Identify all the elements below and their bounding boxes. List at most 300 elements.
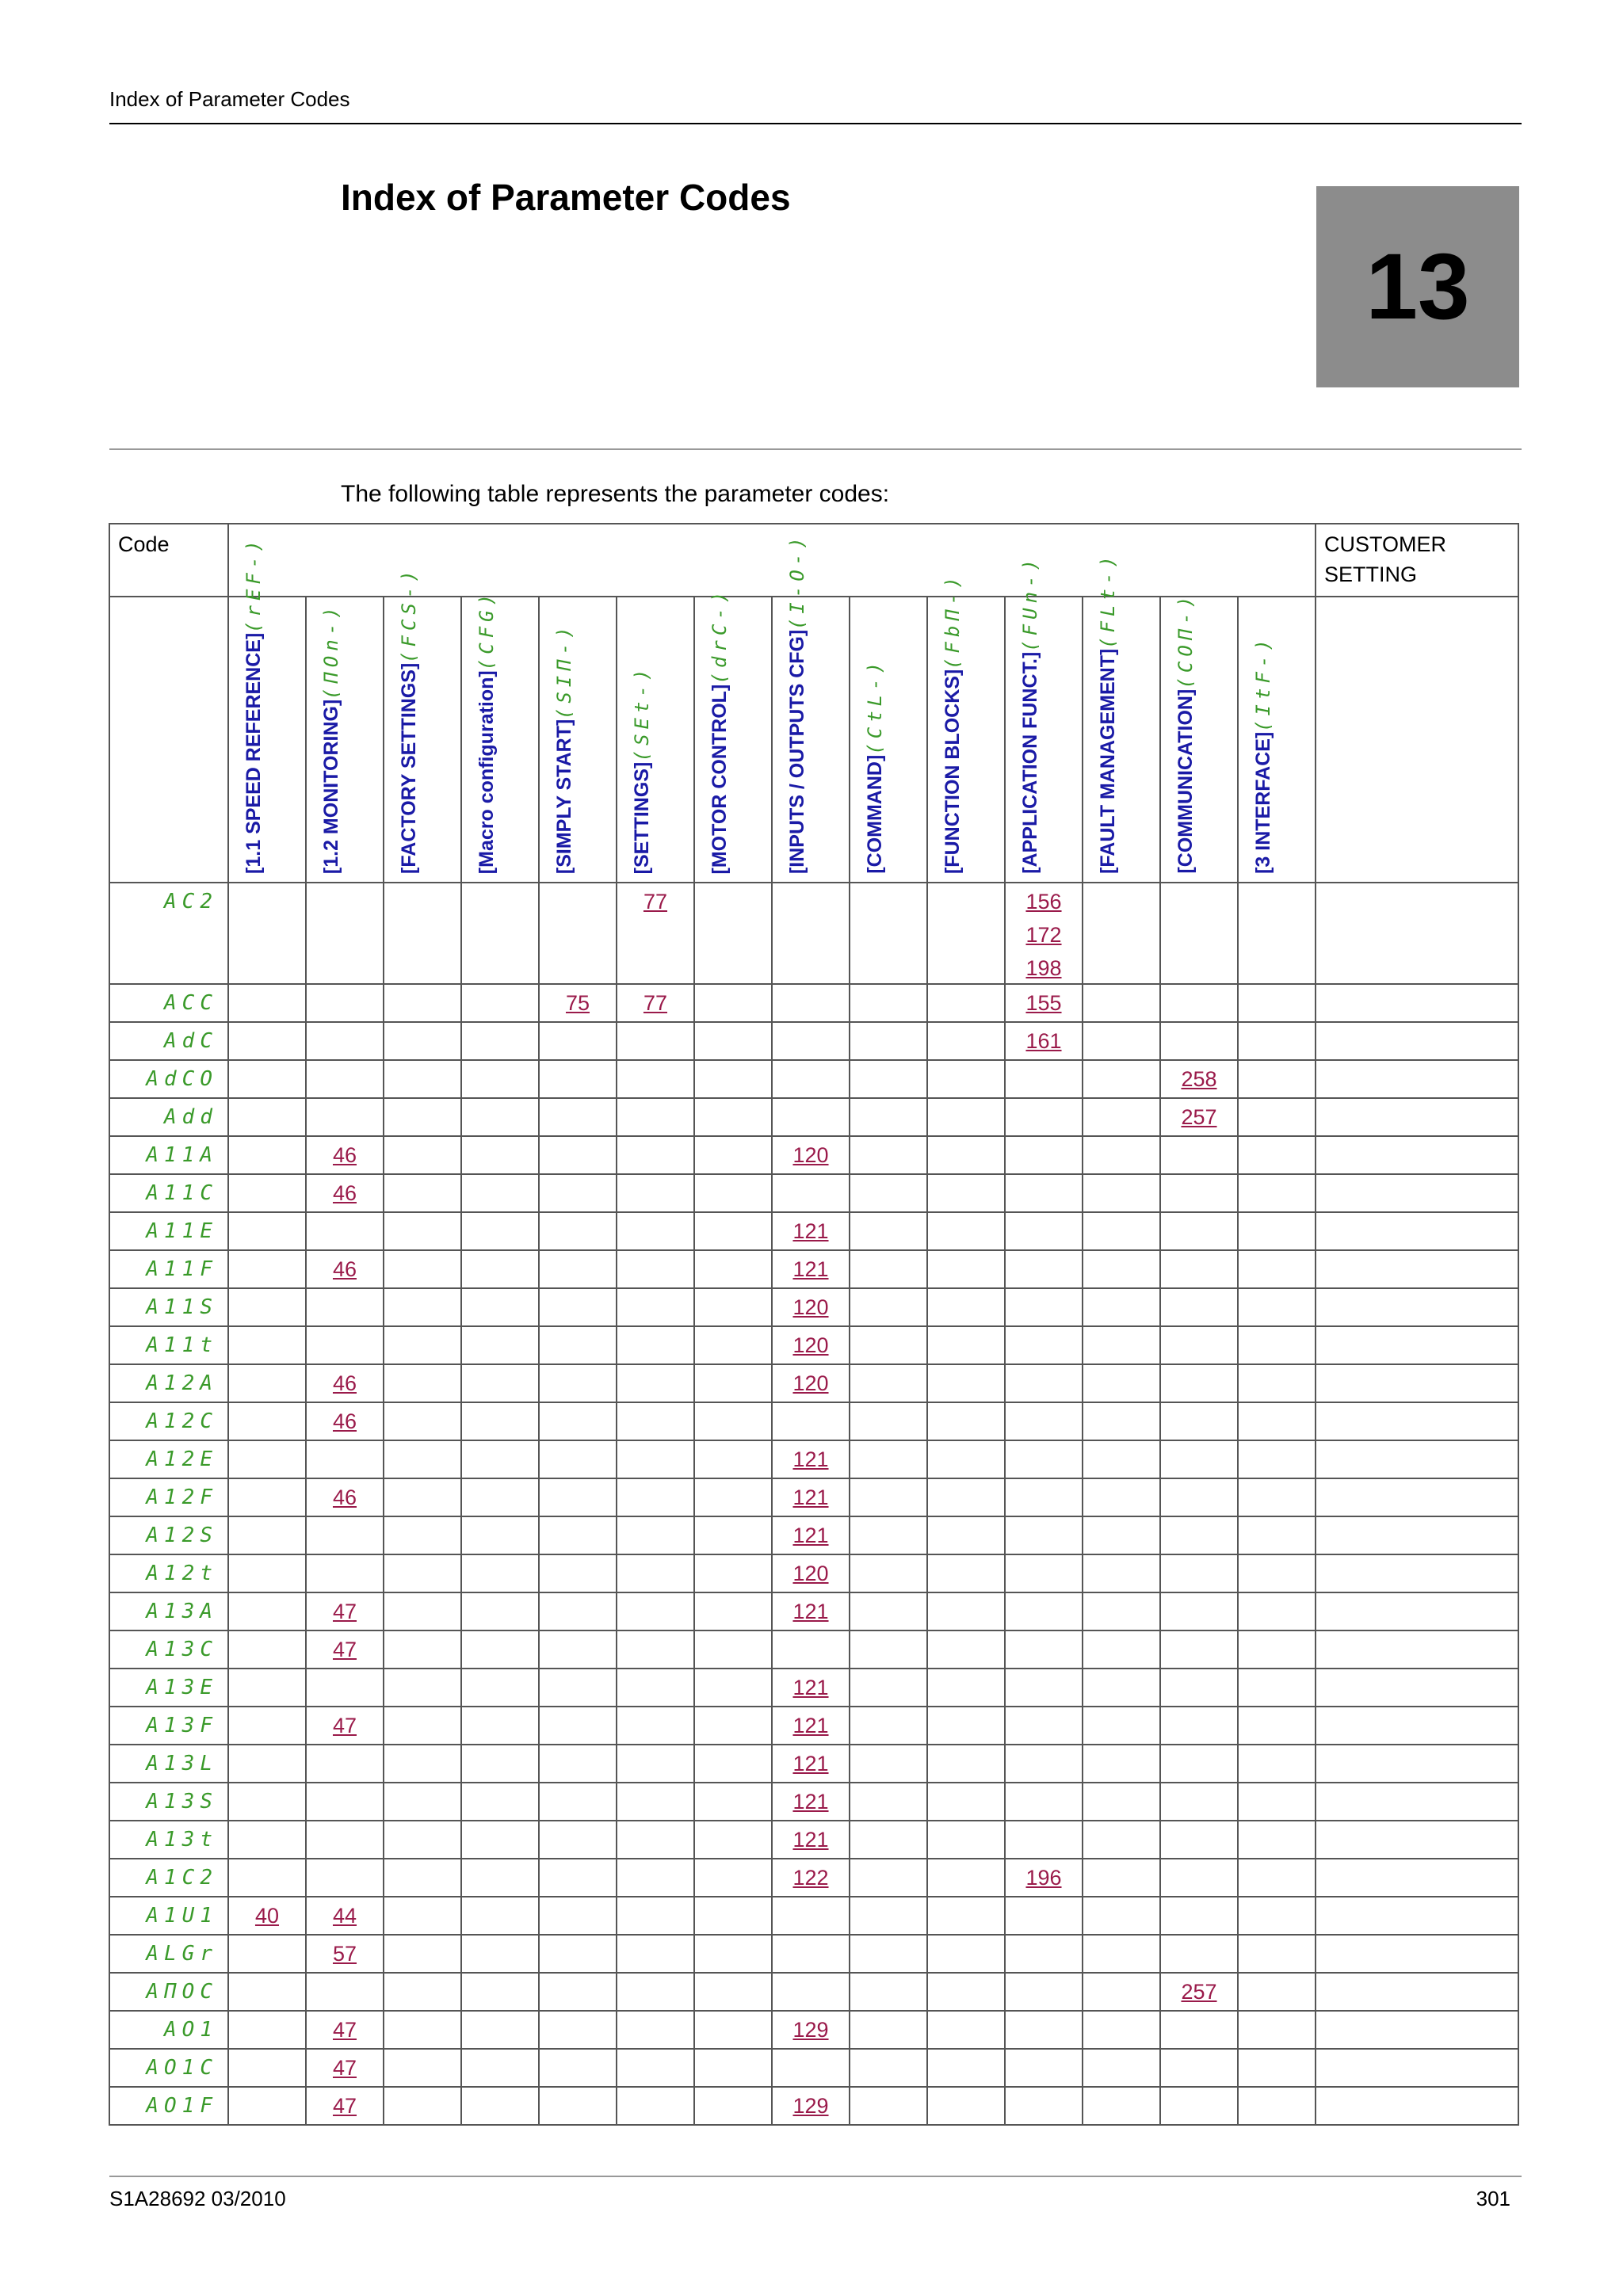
table-row bbox=[109, 1516, 1518, 1554]
parameter-code: A12E bbox=[109, 1440, 228, 1478]
menu-column-header bbox=[384, 566, 461, 883]
page-ref-cell bbox=[384, 984, 461, 1022]
page-ref-cell bbox=[850, 1288, 927, 1326]
page-ref-cell bbox=[384, 1630, 461, 1669]
page-ref-cell bbox=[617, 1630, 694, 1669]
page-ref-cell bbox=[850, 1212, 927, 1250]
page-ref-cell bbox=[1160, 984, 1238, 1022]
section-rule bbox=[109, 448, 1522, 450]
page-ref-cell bbox=[228, 1783, 306, 1821]
page-ref-cell bbox=[306, 1288, 384, 1326]
page-ref-cell bbox=[1160, 1859, 1238, 1897]
page-ref-cell bbox=[1005, 1364, 1083, 1402]
page-link[interactable]: 46 bbox=[332, 1181, 357, 1205]
customer-setting-cell[interactable] bbox=[1316, 1098, 1518, 1136]
page-link[interactable]: 120 bbox=[792, 1143, 829, 1167]
parameter-code: A13t bbox=[109, 1821, 228, 1859]
page-ref-cell bbox=[539, 1478, 617, 1516]
page-link[interactable]: 121 bbox=[792, 1486, 829, 1509]
page-ref-cell bbox=[461, 1554, 539, 1592]
page-ref-cell bbox=[927, 1707, 1005, 1745]
page-link[interactable]: 121 bbox=[792, 1752, 829, 1775]
page-link[interactable]: 77 bbox=[643, 890, 668, 913]
page-ref-cell bbox=[228, 1212, 306, 1250]
page-ref-cell bbox=[1238, 1098, 1316, 1136]
customer-setting-cell[interactable] bbox=[1316, 1174, 1518, 1212]
page-ref-cell bbox=[1160, 1288, 1238, 1326]
table-row bbox=[109, 1174, 1518, 1212]
page-ref-cell bbox=[772, 1973, 850, 2011]
page-ref-cell bbox=[1238, 1592, 1316, 1630]
page-ref-cell bbox=[539, 1821, 617, 1859]
parameter-code: AdC bbox=[109, 1022, 228, 1060]
parameter-code: AC2 bbox=[109, 883, 228, 984]
page-ref-cell bbox=[539, 1136, 617, 1174]
page-ref-cell bbox=[461, 1174, 539, 1212]
page-link[interactable]: 57 bbox=[332, 1942, 357, 1966]
page-ref-cell bbox=[1083, 1630, 1160, 1669]
page-link[interactable]: 47 bbox=[332, 2094, 357, 2118]
page-ref-cell bbox=[306, 1022, 384, 1060]
page-ref-cell bbox=[694, 1250, 772, 1288]
page-ref-cell bbox=[539, 1859, 617, 1897]
page-link[interactable]: 257 bbox=[1181, 1105, 1217, 1129]
page-ref-cell bbox=[461, 1897, 539, 1935]
page-ref-cell bbox=[306, 1402, 384, 1440]
page-ref-cell bbox=[1238, 1973, 1316, 2011]
page-link[interactable]: 47 bbox=[332, 2018, 357, 2042]
page-ref-cell bbox=[1083, 1250, 1160, 1288]
page-ref-cell bbox=[1005, 1592, 1083, 1630]
page-ref-cell bbox=[694, 1136, 772, 1174]
page-ref-cell bbox=[927, 1554, 1005, 1592]
page-ref-cell bbox=[1005, 1859, 1083, 1897]
page-ref-cell bbox=[461, 1821, 539, 1859]
parameter-code: AdCO bbox=[109, 1060, 228, 1098]
page-ref-cell bbox=[1160, 1060, 1238, 1098]
page-ref-cell bbox=[306, 1516, 384, 1554]
page-ref-cell bbox=[384, 1136, 461, 1174]
customer-setting-cell[interactable] bbox=[1316, 1516, 1518, 1554]
page-link[interactable]: 129 bbox=[792, 2018, 829, 2042]
header-spacer bbox=[228, 524, 1316, 597]
page-ref-cell bbox=[1005, 1326, 1083, 1364]
parameter-code: AO1F bbox=[109, 2087, 228, 2125]
customer-setting-cell[interactable] bbox=[1316, 1821, 1518, 1859]
page-ref-cell bbox=[772, 1821, 850, 1859]
customer-setting-cell[interactable] bbox=[1316, 1897, 1518, 1935]
page-ref-cell bbox=[539, 1402, 617, 1440]
customer-setting-cell[interactable] bbox=[1316, 1935, 1518, 1973]
page-ref-cell bbox=[850, 883, 927, 984]
page-ref-cell bbox=[772, 1098, 850, 1136]
customer-setting-cell[interactable] bbox=[1316, 1326, 1518, 1364]
page-ref-cell bbox=[384, 1973, 461, 2011]
menu-column-header bbox=[694, 586, 772, 883]
parameter-code: A11S bbox=[109, 1288, 228, 1326]
page-ref-cell bbox=[850, 1935, 927, 1973]
customer-setting-cell[interactable] bbox=[1316, 1859, 1518, 1897]
menu-name: [3 INTERFACE] bbox=[1252, 731, 1275, 874]
page-ref-cell bbox=[539, 1630, 617, 1669]
page-ref-cell bbox=[927, 1935, 1005, 1973]
page-ref-cell bbox=[1238, 1554, 1316, 1592]
page-ref-cell bbox=[1160, 1364, 1238, 1402]
parameter-code: A11C bbox=[109, 1174, 228, 1212]
page-ref-cell bbox=[772, 1897, 850, 1935]
page-ref-cell bbox=[1083, 1973, 1160, 2011]
customer-setting-cell[interactable] bbox=[1316, 2011, 1518, 2049]
menu-code: (FbΠ-) bbox=[941, 571, 964, 669]
customer-setting-cell[interactable] bbox=[1316, 1212, 1518, 1250]
menu-column-header bbox=[461, 589, 539, 883]
customer-setting-cell[interactable] bbox=[1316, 984, 1518, 1022]
page-ref-cell bbox=[228, 1174, 306, 1212]
page-link[interactable]: 120 bbox=[792, 1562, 829, 1585]
page-ref-cell bbox=[617, 1288, 694, 1326]
page-ref-cell bbox=[539, 2087, 617, 2125]
page-ref-cell bbox=[694, 1897, 772, 1935]
customer-setting-cell[interactable] bbox=[1316, 1022, 1518, 1060]
header-rule bbox=[109, 123, 1522, 124]
page-ref-cell bbox=[850, 1554, 927, 1592]
page-ref-cell bbox=[306, 1745, 384, 1783]
customer-setting-cell[interactable] bbox=[1316, 2049, 1518, 2087]
page-ref-cell bbox=[772, 2049, 850, 2087]
page-link[interactable]: 121 bbox=[792, 1447, 829, 1471]
table-row bbox=[109, 883, 1518, 984]
table-row bbox=[109, 1478, 1518, 1516]
page-link[interactable]: 46 bbox=[332, 1143, 357, 1167]
customer-setting-cell[interactable] bbox=[1316, 1402, 1518, 1440]
page-ref-cell bbox=[694, 1364, 772, 1402]
customer-setting-cell[interactable] bbox=[1316, 1364, 1518, 1402]
page-ref-cell bbox=[1005, 883, 1083, 984]
page-ref-cell bbox=[1005, 1745, 1083, 1783]
page-ref-cell bbox=[461, 1022, 539, 1060]
page-ref-cell bbox=[461, 2087, 539, 2125]
menu-column-label bbox=[318, 602, 372, 874]
customer-setting-cell[interactable] bbox=[1316, 1745, 1518, 1783]
page-ref-cell bbox=[850, 2049, 927, 2087]
page-link[interactable]: 44 bbox=[332, 1904, 357, 1928]
page-link[interactable]: 156 bbox=[1025, 890, 1062, 913]
page-ref-cell bbox=[850, 1821, 927, 1859]
page-ref-cell bbox=[617, 1212, 694, 1250]
page-ref-cell bbox=[694, 1745, 772, 1783]
page-ref-cell bbox=[1083, 1935, 1160, 1973]
page-ref-cell bbox=[694, 1973, 772, 2011]
menu-column-label bbox=[1250, 635, 1304, 874]
page-link[interactable]: 198 bbox=[1025, 956, 1062, 980]
table-row bbox=[109, 1288, 1518, 1326]
menu-column-label bbox=[628, 665, 682, 874]
parameter-code: A13L bbox=[109, 1745, 228, 1783]
page-ref-cell bbox=[384, 1402, 461, 1440]
page-link[interactable]: 120 bbox=[792, 1333, 829, 1357]
menu-column-label bbox=[551, 622, 605, 874]
page-ref-cell bbox=[306, 1326, 384, 1364]
page-ref-cell bbox=[461, 1669, 539, 1707]
page-ref-cell bbox=[1005, 1250, 1083, 1288]
page-ref-cell bbox=[1083, 1745, 1160, 1783]
table-row bbox=[109, 1212, 1518, 1250]
page-link[interactable]: 121 bbox=[792, 1790, 829, 1814]
page-link[interactable]: 196 bbox=[1025, 1866, 1062, 1890]
page-ref-cell bbox=[384, 1288, 461, 1326]
table-row bbox=[109, 1136, 1518, 1174]
page-ref-cell bbox=[617, 1783, 694, 1821]
table-row bbox=[109, 1326, 1518, 1364]
page-link[interactable]: 121 bbox=[792, 1257, 829, 1281]
parameter-code: AΠOC bbox=[109, 1973, 228, 2011]
menu-code: (FLt-) bbox=[1097, 551, 1119, 649]
page-link[interactable]: 257 bbox=[1181, 1980, 1217, 2004]
running-header: Index of Parameter Codes bbox=[109, 87, 350, 111]
page-ref-cell bbox=[461, 1478, 539, 1516]
customer-setting-cell[interactable] bbox=[1316, 1440, 1518, 1478]
page-ref-cell bbox=[306, 984, 384, 1022]
page-ref-cell bbox=[617, 1022, 694, 1060]
parameter-code: A12F bbox=[109, 1478, 228, 1516]
page-link[interactable]: 120 bbox=[792, 1371, 829, 1395]
page-ref-cell bbox=[694, 1669, 772, 1707]
page-ref-cell bbox=[694, 1783, 772, 1821]
menu-name: [1.2 MONITORING] bbox=[320, 699, 342, 874]
page-ref-cell bbox=[1005, 1516, 1083, 1554]
page-ref-cell bbox=[927, 1669, 1005, 1707]
customer-setting-cell[interactable] bbox=[1316, 1707, 1518, 1745]
page-link[interactable]: 40 bbox=[254, 1904, 280, 1928]
page-ref-cell bbox=[1005, 1440, 1083, 1478]
page-ref-cell bbox=[1005, 1973, 1083, 2011]
footer-rule bbox=[109, 2176, 1522, 2177]
page-ref-cell bbox=[927, 2087, 1005, 2125]
menu-code: (ΠOn-) bbox=[320, 601, 342, 700]
parameter-code: A13F bbox=[109, 1707, 228, 1745]
page-ref-cell bbox=[306, 2049, 384, 2087]
page-link[interactable]: 75 bbox=[565, 991, 590, 1015]
page-ref-cell bbox=[772, 1630, 850, 1669]
page-ref-cell bbox=[1238, 1669, 1316, 1707]
page-ref-cell bbox=[384, 1554, 461, 1592]
page-link[interactable]: 121 bbox=[792, 1219, 829, 1243]
menu-column-header bbox=[539, 597, 617, 883]
customer-setting-cell[interactable] bbox=[1316, 1554, 1518, 1592]
menu-name: [COMMUNICATION] bbox=[1174, 689, 1197, 874]
page-ref-cell bbox=[461, 1212, 539, 1250]
page-link[interactable]: 122 bbox=[792, 1866, 829, 1890]
page-ref-cell bbox=[772, 1250, 850, 1288]
page-ref-cell bbox=[772, 1783, 850, 1821]
customer-setting-cell[interactable] bbox=[1316, 1478, 1518, 1516]
menu-code: (drC-) bbox=[708, 586, 731, 685]
page-ref-cell bbox=[1083, 1212, 1160, 1250]
menu-column-label bbox=[473, 589, 527, 874]
page-ref-cell bbox=[927, 1364, 1005, 1402]
page-link[interactable]: 47 bbox=[332, 1600, 357, 1623]
page-ref-cell bbox=[927, 1440, 1005, 1478]
page-ref-cell bbox=[617, 2049, 694, 2087]
page-ref-cell bbox=[1083, 1136, 1160, 1174]
table-row bbox=[109, 1897, 1518, 1935]
page-ref-cell bbox=[772, 1516, 850, 1554]
page-ref-cell bbox=[539, 984, 617, 1022]
page-ref-cell bbox=[539, 1707, 617, 1745]
page-ref-cell bbox=[539, 1935, 617, 1973]
page-ref-cell bbox=[461, 1859, 539, 1897]
page-ref-cell bbox=[539, 1554, 617, 1592]
page-link[interactable]: 121 bbox=[792, 1714, 829, 1737]
page-ref-cell bbox=[461, 1402, 539, 1440]
customer-setting-cell[interactable] bbox=[1316, 1288, 1518, 1326]
page-ref-cell bbox=[850, 1440, 927, 1478]
page-ref-cell bbox=[1083, 883, 1160, 984]
page-ref-cell bbox=[927, 1174, 1005, 1212]
page-link[interactable]: 77 bbox=[643, 991, 668, 1015]
page-ref-cell bbox=[228, 2087, 306, 2125]
page-ref-cell bbox=[772, 2011, 850, 2049]
customer-setting-header: CUSTOMER SETTING bbox=[1316, 524, 1518, 597]
page-ref-cell bbox=[772, 1326, 850, 1364]
page-ref-cell bbox=[228, 1554, 306, 1592]
page-ref-cell bbox=[927, 1250, 1005, 1288]
page-ref-cell bbox=[1160, 883, 1238, 984]
document-reference: S1A28692 03/2010 bbox=[109, 2187, 286, 2210]
page-ref-cell bbox=[617, 2087, 694, 2125]
page-ref-cell bbox=[228, 1136, 306, 1174]
page-link[interactable]: 172 bbox=[1025, 923, 1062, 947]
page-ref-cell bbox=[927, 1783, 1005, 1821]
page-link[interactable]: 121 bbox=[792, 1524, 829, 1547]
parameter-code: A12A bbox=[109, 1364, 228, 1402]
page-ref-cell bbox=[1083, 1478, 1160, 1516]
page-ref-cell bbox=[850, 1136, 927, 1174]
page-ref-cell bbox=[228, 1516, 306, 1554]
page-ref-cell bbox=[1160, 1098, 1238, 1136]
page-ref-cell bbox=[228, 1250, 306, 1288]
page-ref-cell bbox=[850, 1516, 927, 1554]
page-link[interactable]: 161 bbox=[1025, 1029, 1062, 1053]
page-ref-cell bbox=[850, 1364, 927, 1402]
page-ref-cell bbox=[461, 1516, 539, 1554]
customer-setting-cell[interactable] bbox=[1316, 883, 1518, 984]
menu-code: (COΠ-) bbox=[1174, 592, 1197, 690]
page-ref-cell bbox=[306, 1973, 384, 2011]
page-link[interactable]: 47 bbox=[332, 1638, 357, 1661]
page-ref-cell bbox=[927, 1859, 1005, 1897]
page-ref-cell bbox=[617, 1707, 694, 1745]
page-ref-cell bbox=[306, 1060, 384, 1098]
page-ref-cell bbox=[927, 984, 1005, 1022]
page-ref-cell bbox=[539, 1250, 617, 1288]
page-ref-cell bbox=[1005, 1821, 1083, 1859]
page-ref-cell bbox=[1083, 1669, 1160, 1707]
page-ref-cell bbox=[850, 1060, 927, 1098]
page-ref-cell bbox=[384, 1022, 461, 1060]
customer-setting-cell[interactable] bbox=[1316, 1973, 1518, 2011]
page-ref-cell bbox=[1238, 1022, 1316, 1060]
menu-name: [SIMPLY START] bbox=[553, 719, 575, 874]
customer-setting-cell[interactable] bbox=[1316, 1630, 1518, 1669]
customer-setting-cell[interactable] bbox=[1316, 1250, 1518, 1288]
table-row bbox=[109, 1745, 1518, 1783]
page-ref-cell bbox=[694, 1935, 772, 1973]
page-ref-cell bbox=[539, 1669, 617, 1707]
page-ref-cell bbox=[1083, 1897, 1160, 1935]
page-ref-cell bbox=[461, 1288, 539, 1326]
page-ref-cell bbox=[306, 883, 384, 984]
page-link[interactable]: 46 bbox=[332, 1371, 357, 1395]
page-ref-cell bbox=[539, 1745, 617, 1783]
page-ref-cell bbox=[1160, 1402, 1238, 1440]
page-ref-cell bbox=[1160, 1440, 1238, 1478]
menu-column-header bbox=[306, 597, 384, 883]
page-ref-cell bbox=[927, 1326, 1005, 1364]
page-ref-cell bbox=[694, 1859, 772, 1897]
page-ref-cell bbox=[384, 1212, 461, 1250]
page-link[interactable]: 46 bbox=[332, 1486, 357, 1509]
page-link[interactable]: 121 bbox=[792, 1600, 829, 1623]
page-ref-cell bbox=[1083, 1288, 1160, 1326]
customer-setting-cell[interactable] bbox=[1316, 1136, 1518, 1174]
page-ref-cell bbox=[927, 2049, 1005, 2087]
page-link[interactable]: 120 bbox=[792, 1295, 829, 1319]
customer-setting-cell[interactable] bbox=[1316, 1592, 1518, 1630]
page-link[interactable]: 129 bbox=[792, 2094, 829, 2118]
page-link[interactable]: 258 bbox=[1181, 1067, 1217, 1091]
page-ref-cell bbox=[850, 1478, 927, 1516]
page-ref-cell bbox=[927, 1516, 1005, 1554]
page-ref-cell bbox=[1005, 1783, 1083, 1821]
page-ref-cell bbox=[384, 1935, 461, 1973]
customer-setting-cell[interactable] bbox=[1316, 1060, 1518, 1098]
page-link[interactable]: 47 bbox=[332, 2056, 357, 2080]
page-link[interactable]: 47 bbox=[332, 1714, 357, 1737]
page-ref-cell bbox=[772, 1060, 850, 1098]
table-row bbox=[109, 1060, 1518, 1098]
menu-code: (CFG) bbox=[475, 589, 498, 671]
page-ref-cell bbox=[617, 1516, 694, 1554]
page-link[interactable]: 121 bbox=[792, 1676, 829, 1699]
page-ref-cell bbox=[1005, 1098, 1083, 1136]
table-row bbox=[109, 1554, 1518, 1592]
page-ref-cell bbox=[539, 1098, 617, 1136]
page-link[interactable]: 46 bbox=[332, 1409, 357, 1433]
page-ref-cell bbox=[772, 1440, 850, 1478]
customer-setting-cell[interactable] bbox=[1316, 1783, 1518, 1821]
page-ref-cell bbox=[228, 1897, 306, 1935]
page-link[interactable]: 46 bbox=[332, 1257, 357, 1281]
page-link[interactable]: 155 bbox=[1025, 991, 1062, 1015]
table-row bbox=[109, 1250, 1518, 1288]
page-ref-cell bbox=[228, 1022, 306, 1060]
page-link[interactable]: 121 bbox=[792, 1828, 829, 1852]
customer-setting-cell[interactable] bbox=[1316, 2087, 1518, 2125]
page-ref-cell bbox=[1238, 1288, 1316, 1326]
parameter-code: ACC bbox=[109, 984, 228, 1022]
parameter-code: A12C bbox=[109, 1402, 228, 1440]
parameter-code: Add bbox=[109, 1098, 228, 1136]
page-ref-cell bbox=[1005, 2087, 1083, 2125]
page-ref-cell bbox=[1083, 984, 1160, 1022]
page-ref-cell bbox=[850, 1669, 927, 1707]
customer-setting-cell[interactable] bbox=[1316, 1669, 1518, 1707]
parameter-code: A12t bbox=[109, 1554, 228, 1592]
page-ref-cell bbox=[1083, 1516, 1160, 1554]
menu-column-header bbox=[617, 597, 694, 883]
table-row bbox=[109, 1859, 1518, 1897]
